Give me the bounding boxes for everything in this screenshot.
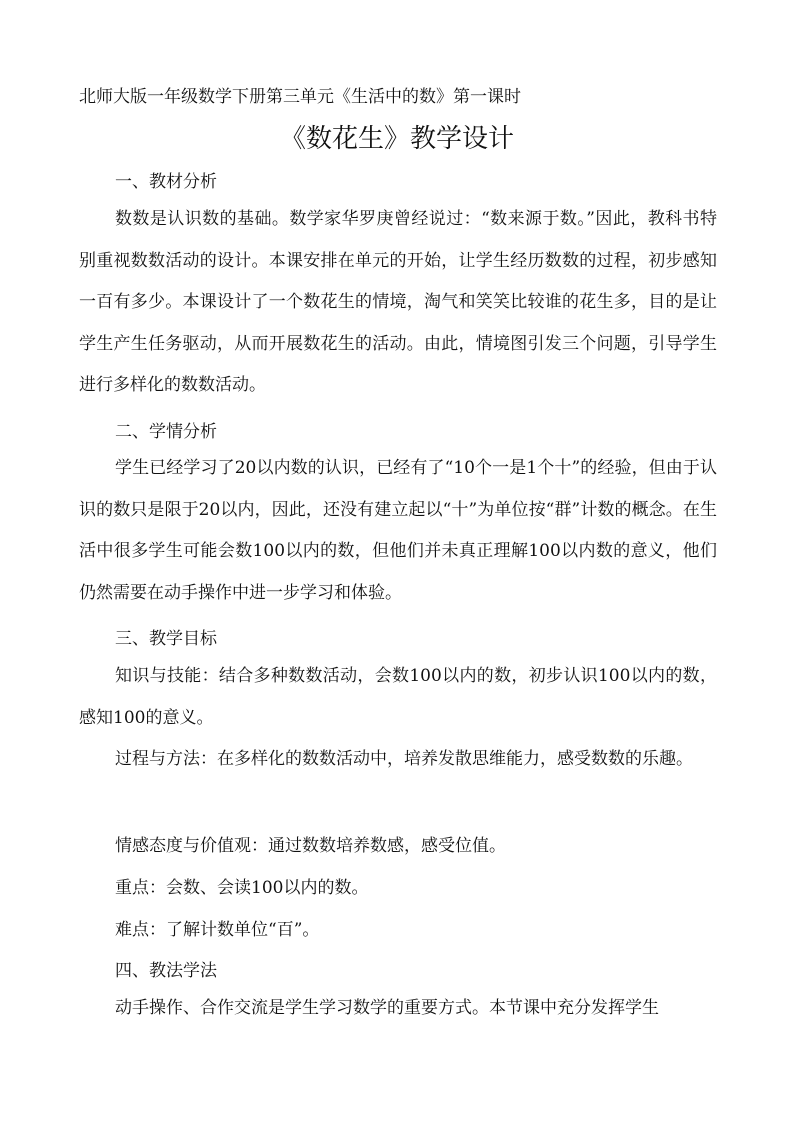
section-heading-student-analysis: 二、学情分析 — [115, 422, 217, 442]
section-heading-teaching-methods: 四、教法学法 — [115, 961, 217, 981]
goal-emotion-values: 情感态度与价值观：通过数数培养数感，感受位值。 — [115, 836, 506, 856]
key-point: 重点：会数、会读100以内的数。 — [115, 878, 369, 898]
document-title: 《数花生》教学设计 — [279, 124, 514, 154]
section-heading-textbook-analysis: 一、教材分析 — [115, 172, 217, 192]
goal-process-methods: 过程与方法：在多样化的数数活动中，培养发散思维能力，感受数数的乐趣。 — [115, 749, 693, 769]
paragraph-teaching-methods: 动手操作、合作交流是学生学习数学的重要方式。本节课中充分发挥学生 — [115, 998, 659, 1018]
goal-knowledge-skills: 知识与技能：结合多种数数活动，会数100以内的数，初步认识100以内的数，感知100的意义。 — [79, 666, 717, 728]
difficult-point: 难点：了解计数单位“百”。 — [115, 920, 320, 940]
section-heading-teaching-goals: 三、教学目标 — [115, 629, 217, 649]
paragraph-student-analysis: 学生已经学习了20以内数的认识，已经有了“10个一是1个十”的经验，但由于认识的数只是限于20以内，因此，还没有建立起以“十”为单位按“群”计数的概念。在生活中很多学生可能会数100以内的数，但他们并未真正理解100以内数的意义，他们仍然需要在动手操作中进一步学习和体验。 — [79, 458, 717, 603]
paragraph-textbook-analysis: 数数是认识数的基础。数学家华罗庚曾经说过：“数来源于数。”因此，教科书特别重视数数活动的设计。本课安排在单元的开始，让学生经历数数的过程，初步感知一百有多少。本课设计了一个数花生的情境，淘气和笑笑比较谁的花生多，目的是让学生产生任务驱动，从而开展数花生的活动。由此，情境图引发三个问题，引导学生进行多样化的数数活动。 — [79, 209, 717, 395]
document-subtitle: 北师大版一年级数学下册第三单元《生活中的数》第一课时 — [79, 87, 521, 107]
